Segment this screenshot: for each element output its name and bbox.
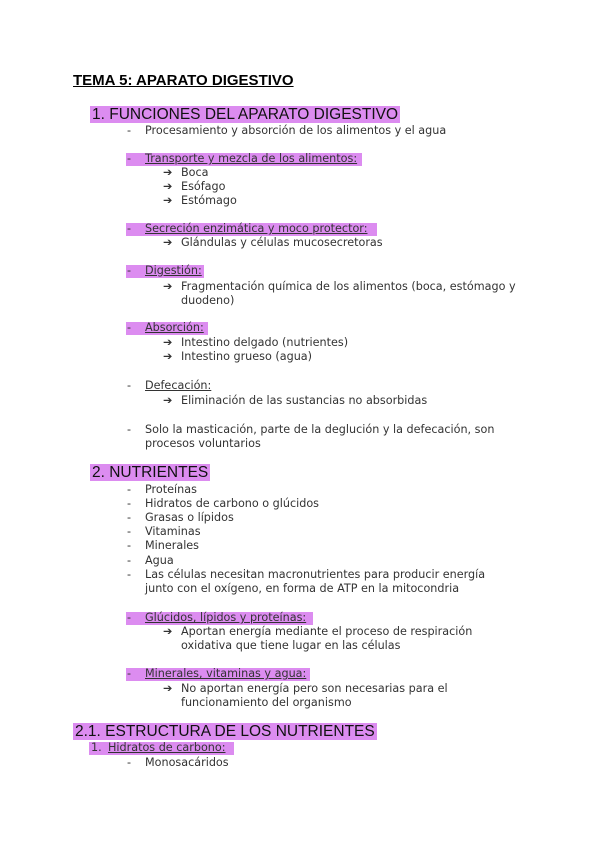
- document-page: TEMA 5: APARATO DIGESTIVO 1. FUNCIONES DEL APARATO DIGESTIVO - Procesamiento y absorción de los alimentos y el agua - Transporte y mezcla de los alimentos: ➔ Boca ➔ Esófago ➔ Estómago - Secreción enzimática y moco protector: ➔ Glándulas y células mucosecretoras - Digestión: ➔ Fragmentación química de los alimentos (boca, estómago y duodeno) - Absorción: ➔ Intestino delgado (nutrientes) ➔ Intestino grueso (agua) - Defecación: ➔ Eliminación de las sustancias no absorbidas - Solo la masticación, parte de la deglución y la defecación, son procesos voluntarios 2. NUTRIENTES - Proteínas - Hidratos de carbono o glúcidos - Grasas o lípidos - Vitaminas - Minerales - Agua - Las células necesitan macronutrientes para producir energía junto con el oxígeno, en forma de ATP en la mitocondria - Glúcidos, lípidos y proteínas: ➔ Aportan energía mediante el proceso de respiración oxidativa que tiene lugar en las células - Minerales, vitaminas y agua: ➔ No aportan energía pero son necesarias para el funcionamiento del organismo 2.1. ESTRUCTURA DE LOS NUTRIENTES 1. Hidratos de carbono: - Monosacáridos: [73, 72, 516, 769]
- arrow-icon: ➔: [163, 280, 173, 293]
- group-label: Defecación:: [145, 379, 212, 392]
- dash-bullet: -: [127, 152, 132, 165]
- group-label: Glúcidos, lípidos y proteínas:: [145, 611, 307, 624]
- arrow-icon: ➔: [163, 236, 173, 249]
- dash-bullet: -: [127, 554, 132, 567]
- arrow-icon: ➔: [163, 336, 173, 349]
- arrow-icon: ➔: [163, 166, 173, 179]
- dash-bullet: -: [127, 264, 132, 277]
- arrow-icon: ➔: [163, 625, 173, 638]
- dash-bullet: -: [127, 497, 132, 510]
- dash-bullet: -: [127, 667, 132, 680]
- list-number: 1.: [91, 741, 102, 754]
- dash-bullet: -: [127, 124, 132, 137]
- arrow-icon: ➔: [163, 350, 173, 363]
- dash-bullet: -: [127, 525, 132, 538]
- dash-bullet: -: [127, 321, 132, 334]
- dash-bullet: -: [127, 222, 132, 235]
- dash-bullet: -: [127, 539, 132, 552]
- document-title: TEMA 5: APARATO DIGESTIVO: [73, 72, 294, 89]
- arrow-icon: ➔: [163, 682, 173, 695]
- group-label: Hidratos de carbono:: [108, 741, 226, 754]
- section-2-heading: 2. NUTRIENTES: [92, 464, 209, 481]
- group-label: Absorción:: [145, 321, 204, 334]
- dash-bullet: -: [127, 379, 132, 392]
- section-1-heading: 1. FUNCIONES DEL APARATO DIGESTIVO: [92, 106, 399, 123]
- dash-bullet: -: [127, 568, 132, 581]
- dash-bullet: -: [127, 611, 132, 624]
- group-label: Minerales, vitaminas y agua:: [145, 667, 307, 680]
- group-label: Secreción enzimática y moco protector:: [145, 222, 368, 235]
- section-2-1-heading: 2.1. ESTRUCTURA DE LOS NUTRIENTES: [75, 723, 375, 740]
- group-label: Transporte y mezcla de los alimentos:: [145, 152, 358, 165]
- arrow-icon: ➔: [163, 394, 173, 407]
- dash-bullet: -: [127, 483, 132, 496]
- arrow-icon: ➔: [163, 180, 173, 193]
- dash-bullet: -: [127, 423, 132, 436]
- dash-bullet: -: [127, 511, 132, 524]
- dash-bullet: -: [127, 756, 132, 769]
- arrow-icon: ➔: [163, 194, 173, 207]
- group-label: Digestión:: [145, 264, 202, 277]
